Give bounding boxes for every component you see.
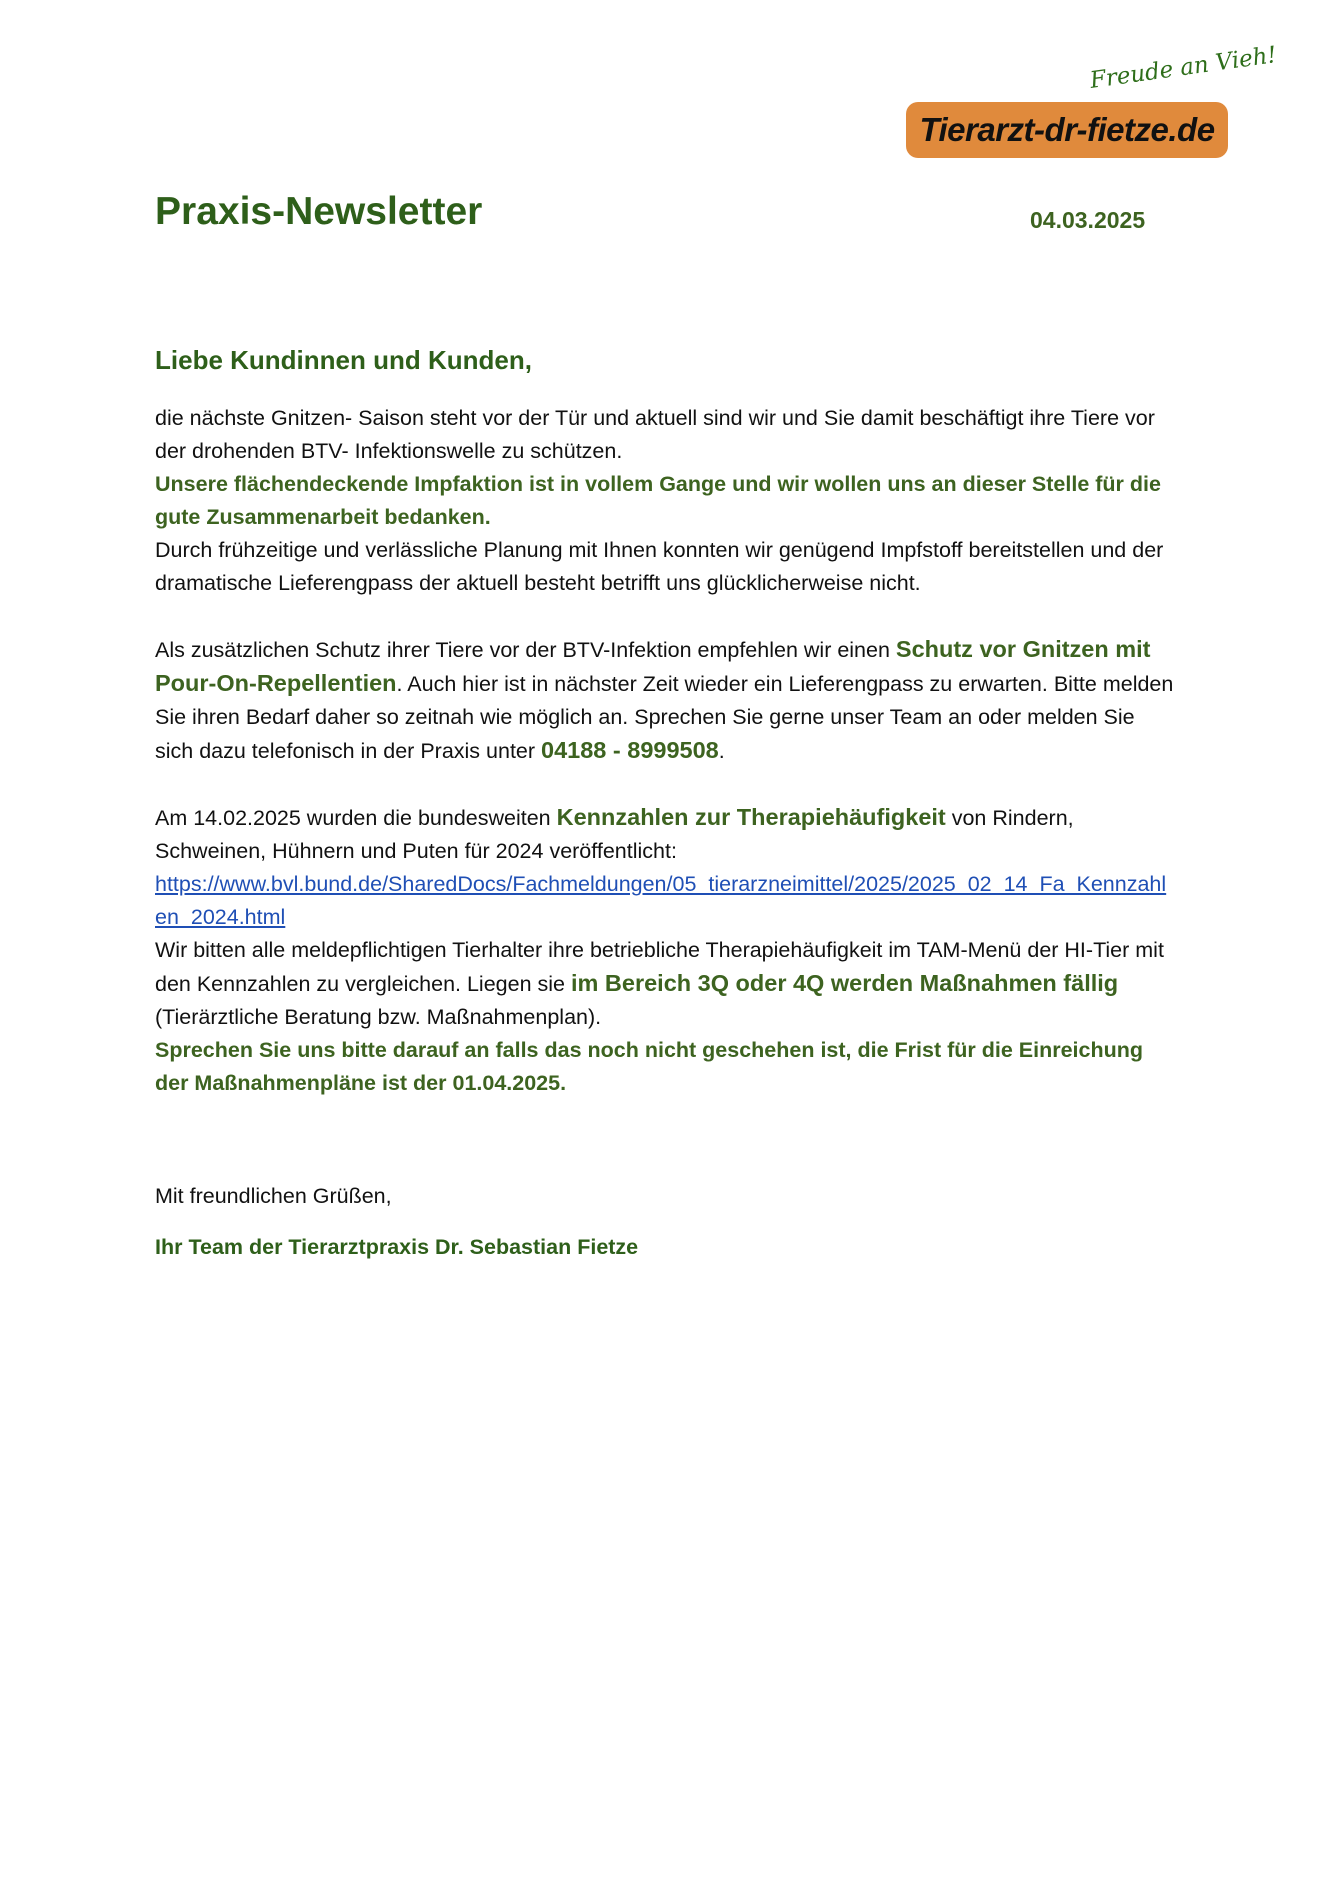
figures-text-4: (Tierärztliche Beratung bzw. Maßnahmenplan). xyxy=(155,1005,602,1029)
sign-off: Mit freundlichen Grüßen, xyxy=(155,1184,392,1208)
measures-highlight: im Bereich 3Q oder 4Q werden Maßnahmen fällig xyxy=(570,970,1119,996)
newsletter-body xyxy=(155,340,1175,1264)
bvl-link[interactable]: https://www.bvl.bund.de/SharedDocs/Fachmeldungen/05_tierarzneimittel/2025/2025_02_14_Fa_Kennzahlen_2024.html xyxy=(155,872,1167,929)
phone-number: 04188 - 8999508 xyxy=(541,737,719,763)
greeting: Liebe Kundinnen und Kunden, xyxy=(155,345,532,375)
newsletter-date: 04.03.2025 xyxy=(1030,207,1146,233)
thanks-statement: Unsere flächendeckende Impfaktion ist in vollem Gange und wir wollen uns an dieser Stelle für die gute Zusammenarbeit bedanken. xyxy=(155,472,1161,529)
figures-text-3: Wir bitten alle meldepflichtigen Tierhalter ihre betriebliche Therapiehäufigkeit im TAM-Menü der HI-Tier mit den Kennzahlen zu vergleichen. Liegen sie xyxy=(155,938,1164,996)
page-title: Praxis-Newsletter xyxy=(155,190,483,233)
figures-text-1: Am 14.02.2025 wurden die bundesweiten xyxy=(155,806,557,830)
protection-highlight: Schutz vor Gnitzen mit Pour-On-Repellentien xyxy=(155,636,1151,696)
protection-text-3: . xyxy=(718,739,725,763)
team-signature: Ihr Team der Tierarztpraxis Dr. Sebastian Fietze xyxy=(155,1235,639,1259)
logo xyxy=(906,42,1279,168)
protection-text-2: . Auch hier ist in nächster Zeit wieder ein Lieferengpass zu erwarten. Bitte melden Sie ihren Bedarf daher so zeitnah wie möglich an. Sprechen Sie gerne unser Team an oder melden Sie sich dazu telefonisch in der Praxis unter xyxy=(155,672,1174,763)
figures-paragraph xyxy=(155,801,1175,1034)
logo-tagline: Freude an Vieh! xyxy=(1088,42,1279,94)
logo-name: Tierarzt-dr-fietze.de xyxy=(919,111,1215,148)
figures-highlight: Kennzahlen zur Therapiehäufigkeit xyxy=(556,804,946,830)
deadline-statement: Sprechen Sie uns bitte darauf an falls das noch nicht geschehen ist, die Frist für die Einreichung der Maßnahmenpläne ist der 01.04.2025. xyxy=(155,1038,1144,1095)
intro-paragraph: die nächste Gnitzen- Saison steht vor der Tür und aktuell sind wir und Sie damit beschäftigt ihre Tiere vor der drohenden BTV- Infektionswelle zu schützen. xyxy=(155,406,1155,463)
protection-paragraph xyxy=(155,633,1175,768)
planning-paragraph: Durch frühzeitige und verlässliche Planung mit Ihnen konnten wir genügend Impfstoff bereitstellen und der dramatische Lieferengpass der aktuell besteht betrifft uns glücklicherweise nicht. xyxy=(155,538,1164,595)
figures-text-2: von Rindern, Schweinen, Hühnern und Puten für 2024 veröffentlicht: xyxy=(155,806,1074,863)
protection-text-1: Als zusätzlichen Schutz ihrer Tiere vor der BTV-Infektion empfehlen wir einen xyxy=(155,638,896,662)
logo-badge xyxy=(906,102,1228,158)
